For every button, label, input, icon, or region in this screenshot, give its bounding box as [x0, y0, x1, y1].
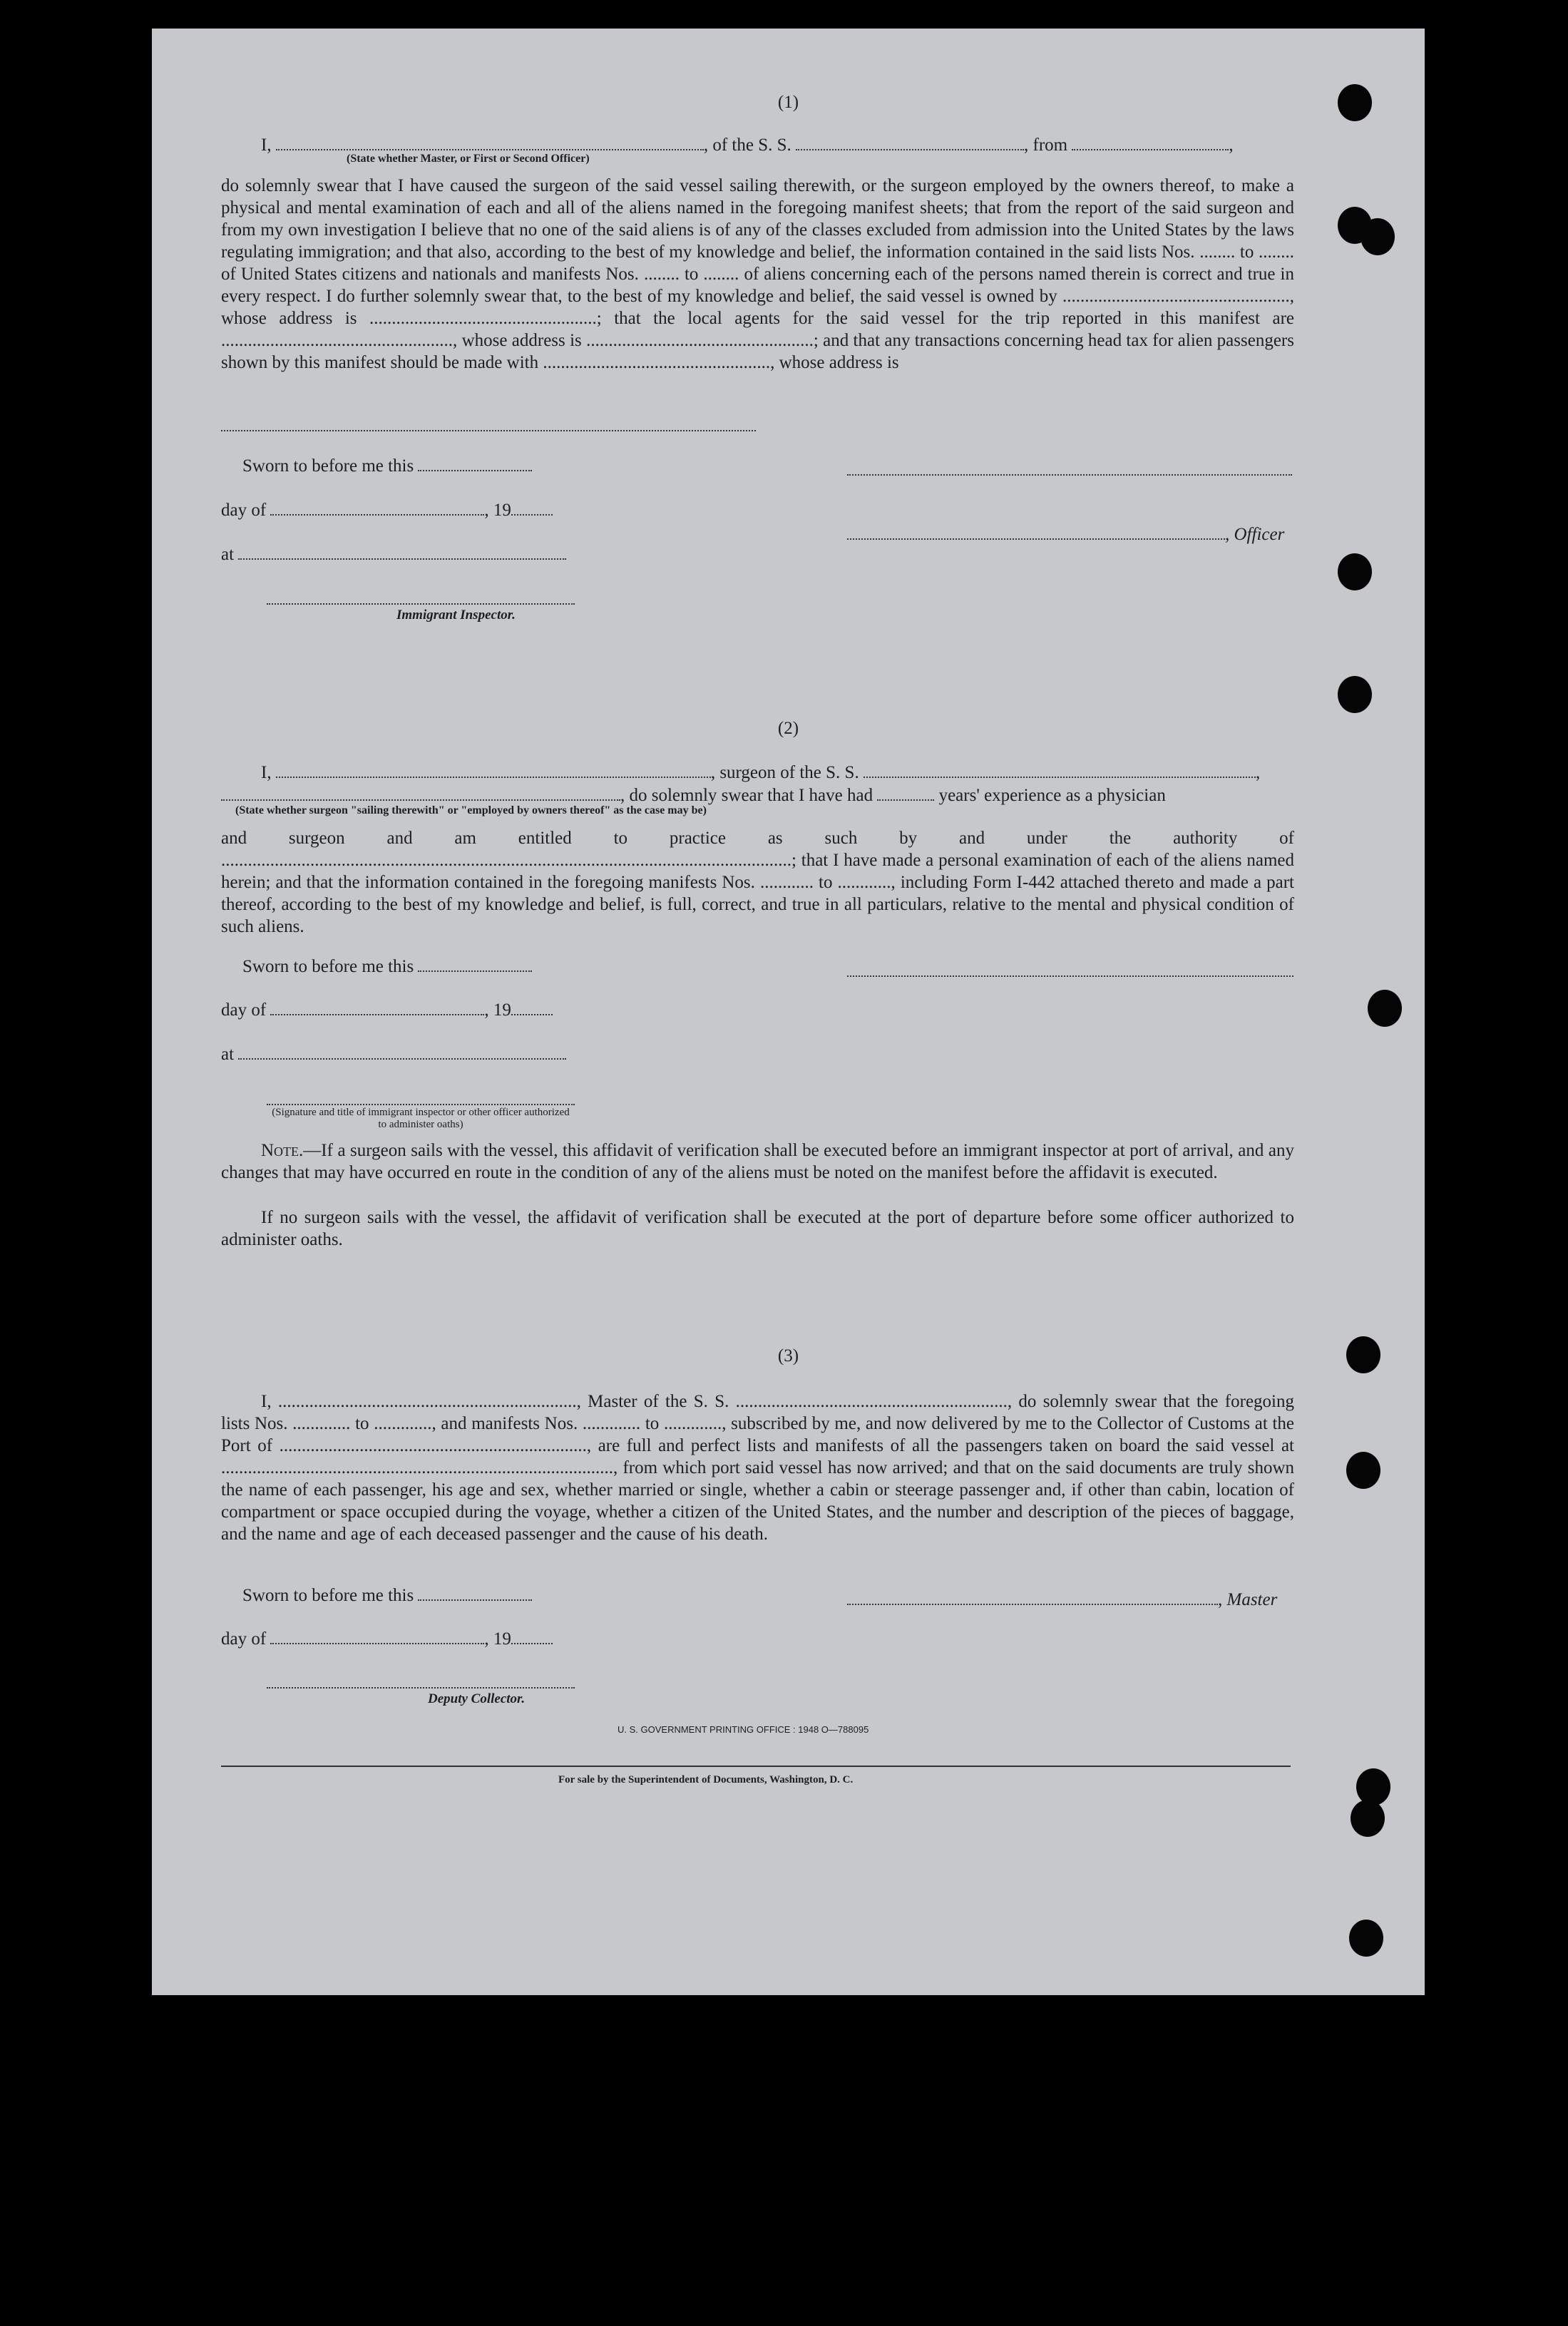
s1-officer: , Officer — [847, 525, 1284, 545]
footer-rule — [221, 1766, 1291, 1767]
s2-at: at — [221, 1045, 566, 1065]
ss-field[interactable] — [796, 136, 1024, 150]
at-field[interactable] — [238, 545, 566, 560]
signature-line[interactable] — [847, 474, 1292, 476]
from-field[interactable] — [1072, 136, 1229, 150]
s2-day: day of , 19 — [221, 1000, 553, 1020]
inspector-caption: Immigrant Inspector. — [396, 608, 516, 623]
s2-year-field[interactable] — [511, 1001, 553, 1015]
s2-sig-note: (Signature and title of immigrant inspector or other officer authorized to administer oaths) — [272, 1107, 570, 1130]
s3-day: day of , 19 — [221, 1629, 553, 1649]
address-line[interactable] — [221, 430, 756, 431]
s1-sworn: Sworn to before me this — [242, 456, 532, 476]
punch-hole — [1356, 1768, 1390, 1805]
s3-paragraph: I, ..................................................................., Master of the S. S. ............................................................., do solemnly swear that the foregoing lists Nos. ............. to ............., and manifests Nos. ............. to ............., subscribed by me, and now delivered by me to the Collector of Customs at the Port of ....................................................................., are full and perfect lists and manifests of all the passengers taken on board the said vessel at ........................................................................................, from which port said vessel has now arrived; and that on the said documents are truly shown the name of each passenger, his age and sex, whether married or single, whether a cabin or steerage passenger and, if other than cabin, location of compartment or space occupied during the voyage, whether a citizen of the United States, and the number and description of the pieces of baggage, and the name and age of each deceased passenger and the cause of his death. — [221, 1392, 1294, 1544]
master-field[interactable] — [276, 136, 704, 150]
s2-sig-line[interactable] — [267, 1104, 575, 1105]
s3-sworn: Sworn to before me this — [242, 1586, 532, 1606]
section1-heading: (1) — [777, 93, 799, 112]
s2-sworn: Sworn to before me this — [242, 957, 532, 977]
punch-hole — [1338, 553, 1372, 590]
punch-hole — [1368, 990, 1402, 1027]
collector-caption: Deputy Collector. — [428, 1691, 526, 1706]
s3-year-field[interactable] — [511, 1630, 553, 1644]
s2-note: (State whether surgeon "sailing therewith" or "employed by owners thereof" as the case may be) — [235, 804, 707, 816]
s2-sworn-date-field[interactable] — [418, 958, 532, 972]
day-field[interactable] — [270, 501, 484, 516]
s1-paragraph: do solemnly swear that I have caused the surgeon of the said vessel sailing therewith, or the surgeon employed by the owners thereof, to make a physical and mental examination of each and all of the aliens named in the foregoing manifest sheets; that from the report of the said surgeon and from my own investigation I believe that no one of the said aliens is of any of the classes excluded from admission into the United States by the laws regulating immigration; and that also, according to the best of my knowledge and belief, the information contained in the said lists Nos. ........ to ........ of United States citizens and nationals and manifests Nos. ........ to ........ of aliens concerning each of the persons named therein is correct and true in every respect. I do further solemnly swear that, to the best of my knowledge and belief, the said vessel is owned by ..................................................., whose address is ...................................................; that the local agents for the said vessel for the trip reported in this manifest are ...................................................., whose address is ...................................................; and that any transactions concerning head tax for alien passengers shown by this manifest should be made with ..................................................., whose address is — [221, 176, 1294, 372]
s2-note2: If no surgeon sails with the vessel, the affidavit of verification shall be executed at the port of departure before some officer authorized to administer oaths. — [221, 1208, 1294, 1249]
punch-hole — [1346, 1452, 1380, 1489]
surgeon-name-field[interactable] — [276, 764, 711, 778]
s2-signature-line[interactable] — [847, 975, 1293, 977]
s1-note: (State whether Master, or First or Second Officer) — [347, 153, 590, 165]
section3-heading: (3) — [777, 1346, 799, 1366]
master-signature-field[interactable] — [847, 1591, 1218, 1605]
s3-day-field[interactable] — [270, 1630, 484, 1644]
s2-at-field[interactable] — [238, 1045, 566, 1060]
s3-master: , Master — [847, 1590, 1277, 1610]
surgeon-ss-field[interactable] — [864, 764, 1256, 778]
punch-hole — [1338, 676, 1372, 713]
s2-line1: I, , surgeon of the S. S. , — [261, 763, 1261, 782]
s1-line1: I, , of the S. S. , from , — [261, 135, 1234, 155]
section2-heading: (2) — [777, 719, 799, 738]
surgeon-status-field[interactable] — [221, 787, 620, 801]
s2-note-block: Note.—If a surgeon sails with the vessel, this affidavit of verification shall be executed before an immigrant inspector at port of arrival, and any changes that may have occurred en route in the condition of any of the aliens must be noted on the manifest before the affidavit is executed. — [221, 1141, 1294, 1182]
sale-notice: For sale by the Superintendent of Documents, Washington, D. C. — [558, 1774, 854, 1786]
gpo-imprint: U. S. GOVERNMENT PRINTING OFFICE : 1948 O—788095 — [618, 1724, 869, 1735]
s2-line2: , do solemnly swear that I have had years' experience as a physician — [221, 786, 1166, 806]
s3-sworn-date-field[interactable] — [418, 1587, 532, 1601]
punch-hole — [1361, 218, 1395, 255]
sworn-date-field[interactable] — [418, 457, 532, 471]
s2-paragraph: and surgeon and am entitled to practice as such by and under the authority of ................................................................................................................................; that I have made a personal examination of each of the aliens named herein; and that the information contained in the foregoing manifests Nos. ............ to ............, including Form I-442 attached thereto and made a part thereof, according to the best of my knowledge and belief, is full, correct, and true in all particulars, relative to the mental and physical condition of such aliens. — [221, 829, 1294, 936]
inspector-line[interactable] — [267, 603, 575, 605]
collector-line[interactable] — [267, 1687, 575, 1689]
punch-hole — [1349, 1920, 1383, 1957]
s1-at: at — [221, 545, 566, 565]
years-field[interactable] — [877, 787, 934, 801]
punch-hole — [1351, 1800, 1385, 1837]
s1-day: day of , 19 — [221, 501, 553, 521]
year-field[interactable] — [511, 501, 553, 516]
officer-field[interactable] — [847, 526, 1225, 540]
s2-day-field[interactable] — [270, 1001, 484, 1015]
